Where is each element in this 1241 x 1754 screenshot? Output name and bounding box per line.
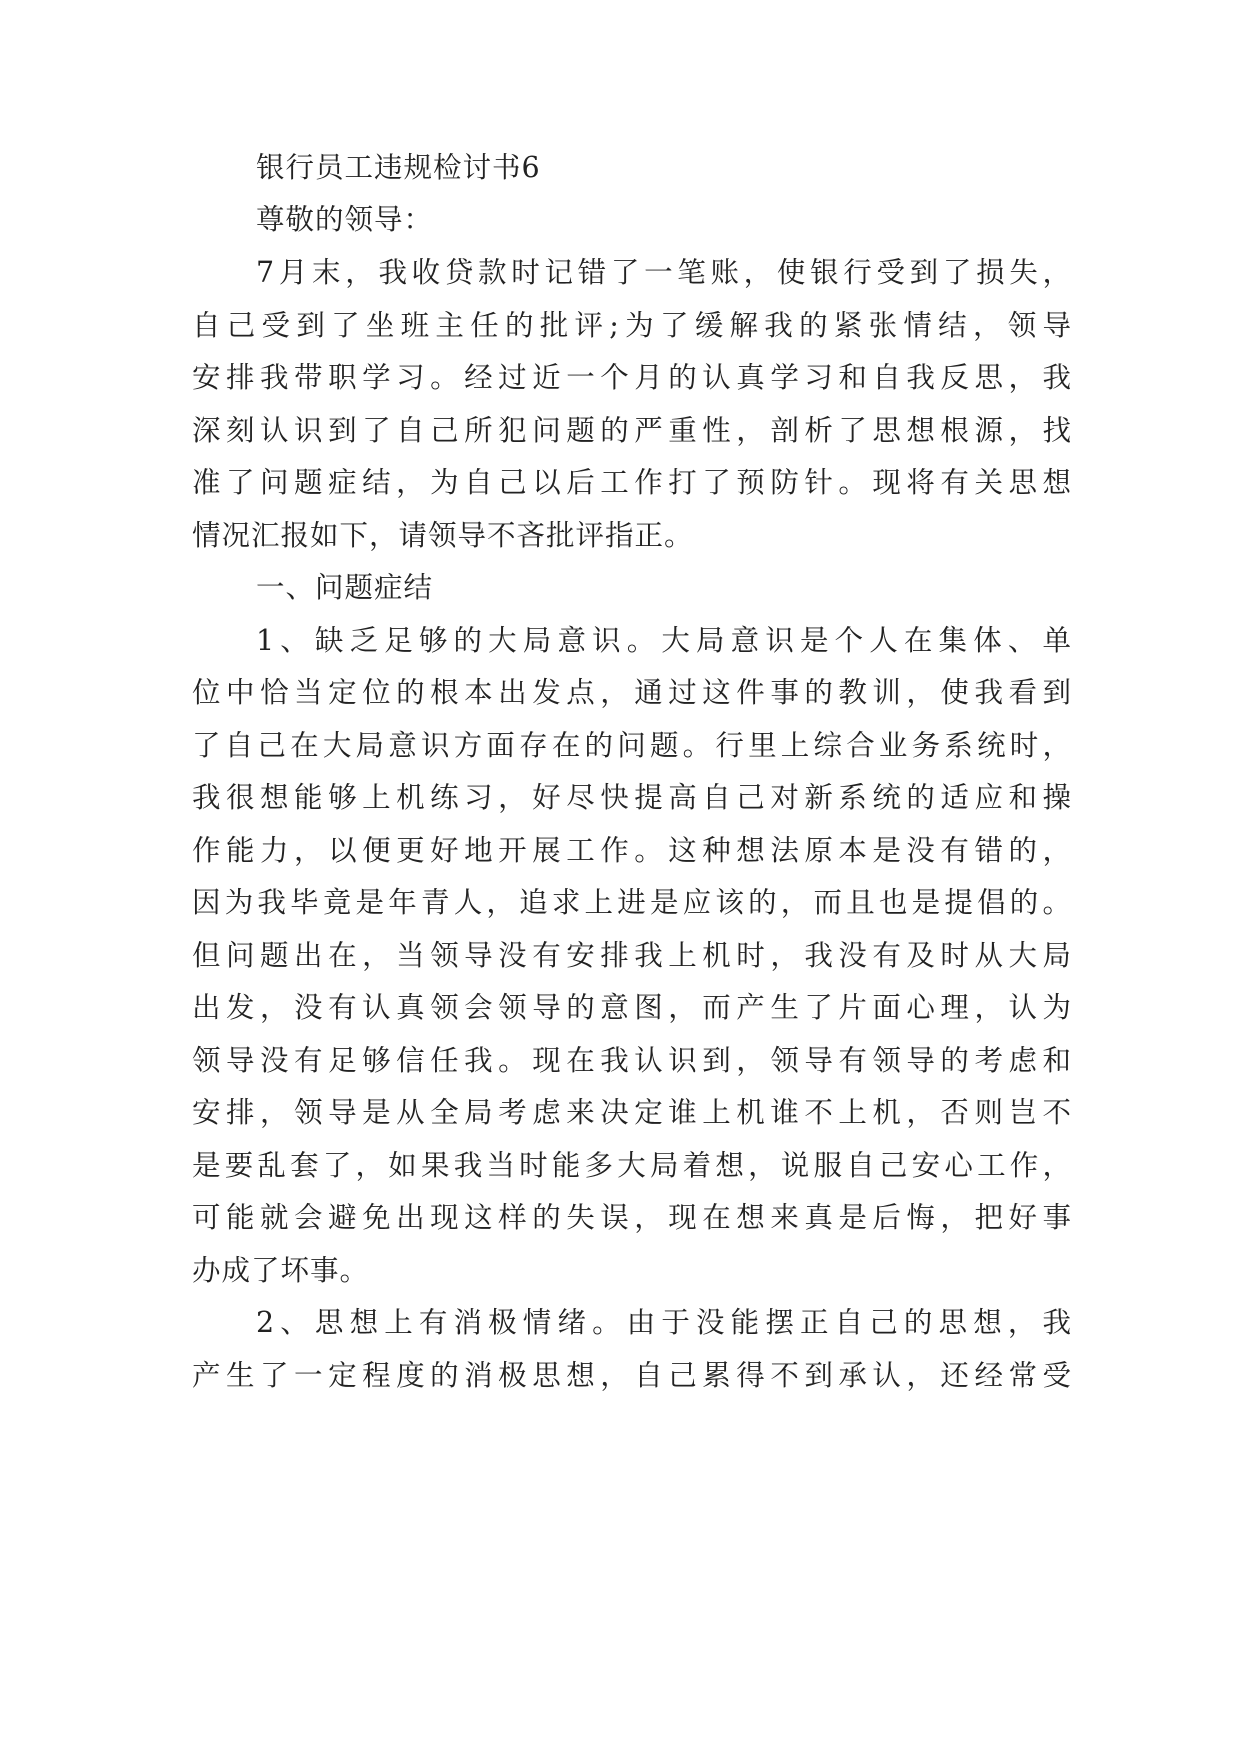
section-heading: 一、问题症结 xyxy=(256,571,434,604)
paragraph-line: 安排，领导是从全局考虑来决定谁上机谁不上机，否则岂不 xyxy=(192,1096,1072,1129)
paragraph-line: 作能力，以便更好地开展工作。这种想法原本是没有错的， xyxy=(192,834,1072,867)
paragraph-line: 我很想能够上机练习，好尽快提高自己对新系统的适应和操 xyxy=(192,781,1072,814)
paragraph-line: 2、思想上有消极情绪。由于没能摆正自己的思想，我 xyxy=(256,1306,1072,1339)
paragraph-line: 产生了一定程度的消极思想，自己累得不到承认，还经常受 xyxy=(192,1359,1072,1392)
paragraph-line: 是要乱套了，如果我当时能多大局着想，说服自己安心工作， xyxy=(192,1149,1072,1182)
paragraph-line: 位中恰当定位的根本出发点，通过这件事的教训，使我看到 xyxy=(192,676,1072,709)
paragraph-line: 了自己在大局意识方面存在的问题。行里上综合业务系统时， xyxy=(192,729,1072,762)
document-title: 银行员工违规检讨书6 xyxy=(256,151,541,184)
paragraph-line: 深刻认识到了自己所犯问题的严重性，剖析了思想根源，找 xyxy=(192,414,1072,447)
paragraph-line: 准了问题症结，为自己以后工作打了预防针。现将有关思想 xyxy=(192,466,1072,499)
paragraph-line: 7月末，我收贷款时记错了一笔账，使银行受到了损失， xyxy=(256,256,1072,289)
paragraph-line: 安排我带职学习。经过近一个月的认真学习和自我反思，我 xyxy=(192,361,1072,394)
paragraph-line: 出发，没有认真领会领导的意图，而产生了片面心理，认为 xyxy=(192,991,1072,1024)
paragraph-line: 领导没有足够信任我。现在我认识到，领导有领导的考虑和 xyxy=(192,1044,1072,1077)
paragraph-line: 情况汇报如下，请领导不吝批评指正。 xyxy=(192,519,694,552)
salutation: 尊敬的领导： xyxy=(256,203,434,236)
paragraph-line: 但问题出在，当领导没有安排我上机时，我没有及时从大局 xyxy=(192,939,1072,972)
paragraph-line: 1、缺乏足够的大局意识。大局意识是个人在集体、单 xyxy=(256,624,1072,657)
paragraph-line: 办成了坏事。 xyxy=(192,1254,370,1287)
paragraph-line: 因为我毕竟是年青人，追求上进是应该的，而且也是提倡的。 xyxy=(192,886,1072,919)
paragraph-line: 可能就会避免出现这样的失误，现在想来真是后悔，把好事 xyxy=(192,1201,1072,1234)
paragraph-line: 自己受到了坐班主任的批评;为了缓解我的紧张情结，领导 xyxy=(192,309,1072,342)
